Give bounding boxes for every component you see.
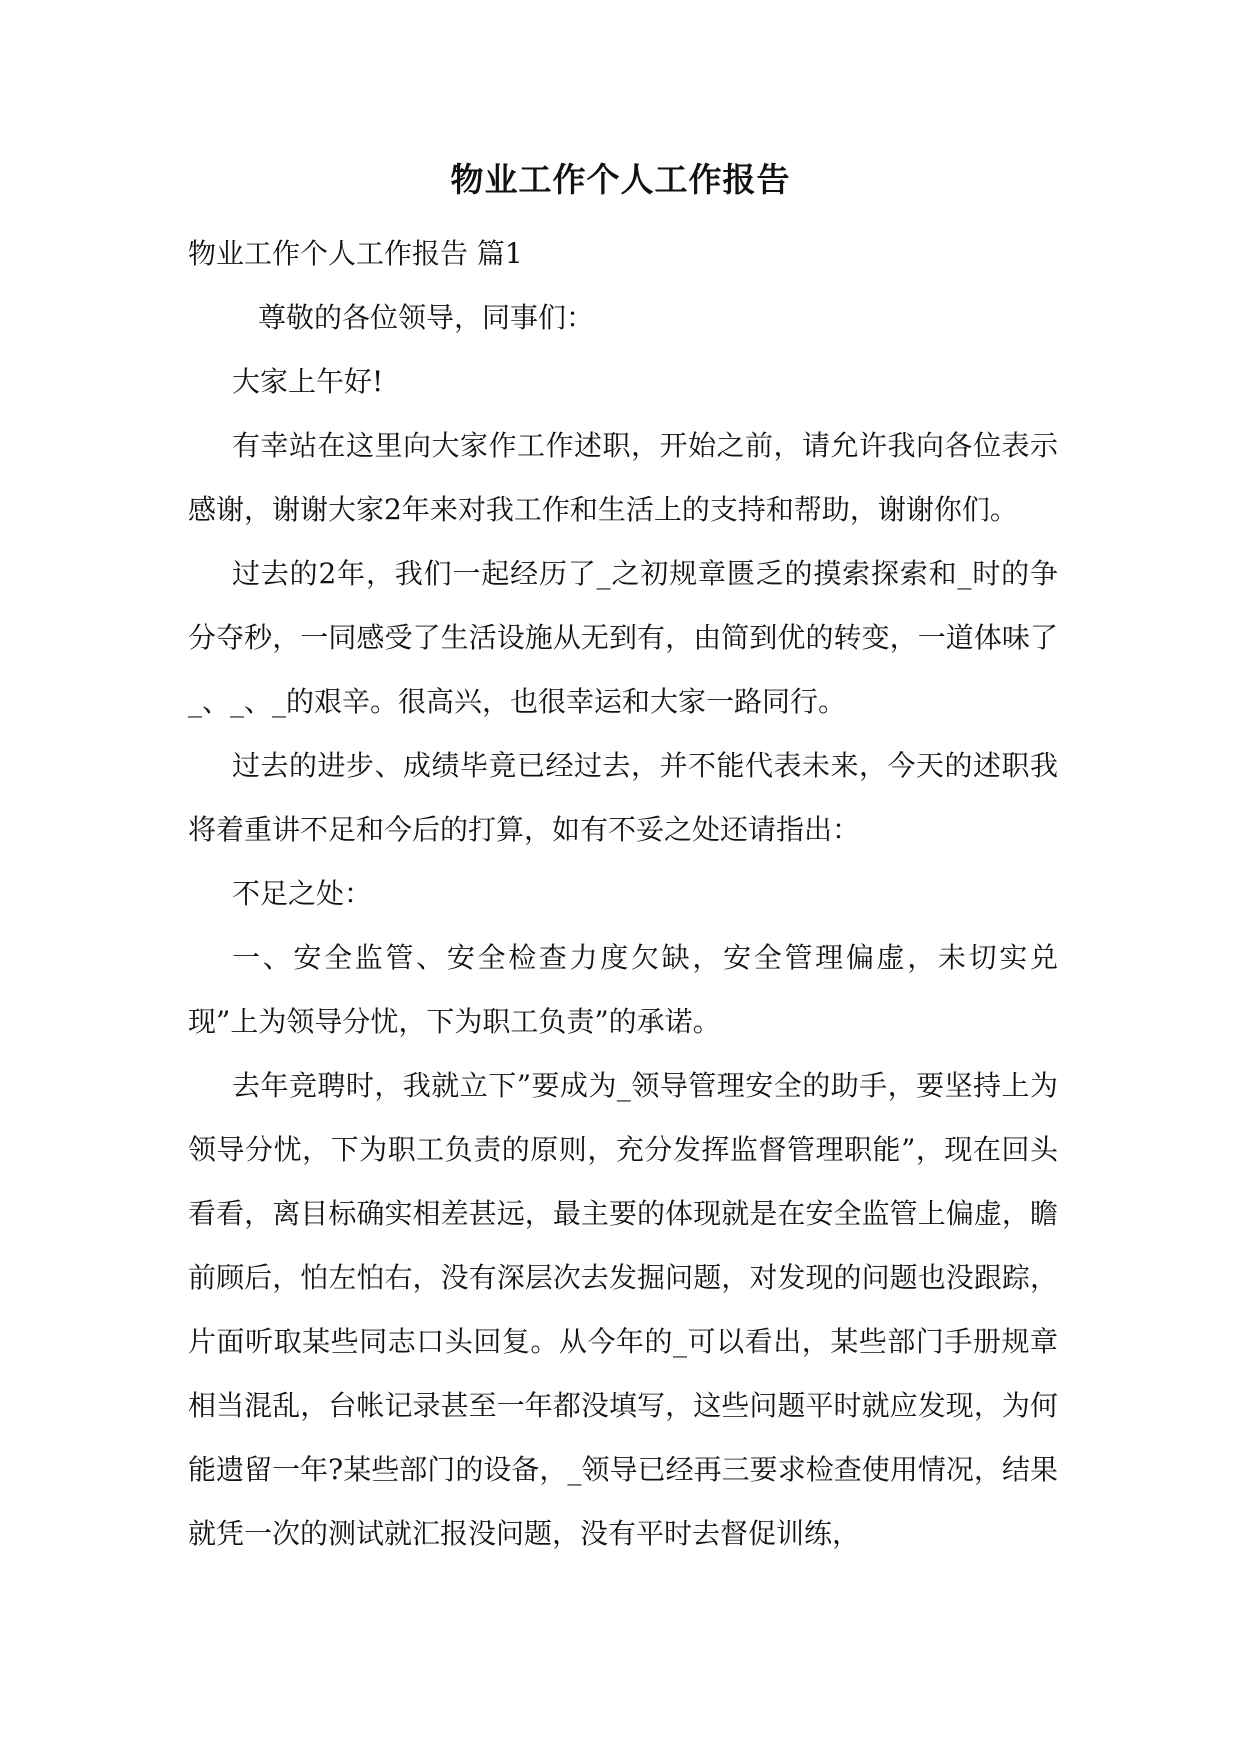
- salutation: 尊敬的各位领导，同事们：: [258, 301, 595, 334]
- body-paragraph: 大家上午好!: [232, 365, 384, 398]
- document-body: [188, 222, 1058, 1566]
- body-paragraph: 有幸站在这里向大家作工作述职，开始之前，请允许我向各位表示感谢，谢谢大家2年来对我工作和生活上的支持和帮助，谢谢你们。: [188, 429, 1058, 526]
- body-paragraph: 过去的进步、成绩毕竟已经过去，并不能代表未来，今天的述职我将着重讲不足和今后的打算，如有不妥之处还请指出：: [188, 749, 1058, 846]
- body-paragraph: 过去的2年，我们一起经历了_之初规章匮乏的摸索探索和_时的争分夺秒，一同感受了生活设施从无到有，由简到优的转变，一道体味了_、_、_的艰辛。很高兴，也很幸运和大家一路同行。: [188, 557, 1058, 718]
- body-paragraph: 去年竞聘时，我就立下”要成为_领导管理安全的助手，要坚持上为领导分忧，下为职工负责的原则，充分发挥监督管理职能”，现在回头看看，离目标确实相差甚远，最主要的体现就是在安全监管上偏虚，瞻前顾后，怕左怕右，没有深层次去发掘问题，对发现的问题也没跟踪，片面听取某些同志口头回复。从今年的_可以看出，某些部门手册规章相当混乱，台帐记录甚至一年都没填写，这些问题平时就应发现，为何能遗留一年?某些部门的设备，_领导已经再三要求检查使用情况，结果就凭一次的测试就汇报没问题，没有平时去督促训练，: [188, 1069, 1058, 1550]
- body-paragraph: 一、安全监管、安全检查力度欠缺，安全管理偏虚，未切实兑现”上为领导分忧，下为职工负责”的承诺。: [188, 941, 1058, 1038]
- document-title: 物业工作个人工作报告: [450, 160, 791, 199]
- body-paragraph: 不足之处：: [232, 877, 373, 910]
- section-heading: 物业工作个人工作报告 篇1: [188, 237, 523, 270]
